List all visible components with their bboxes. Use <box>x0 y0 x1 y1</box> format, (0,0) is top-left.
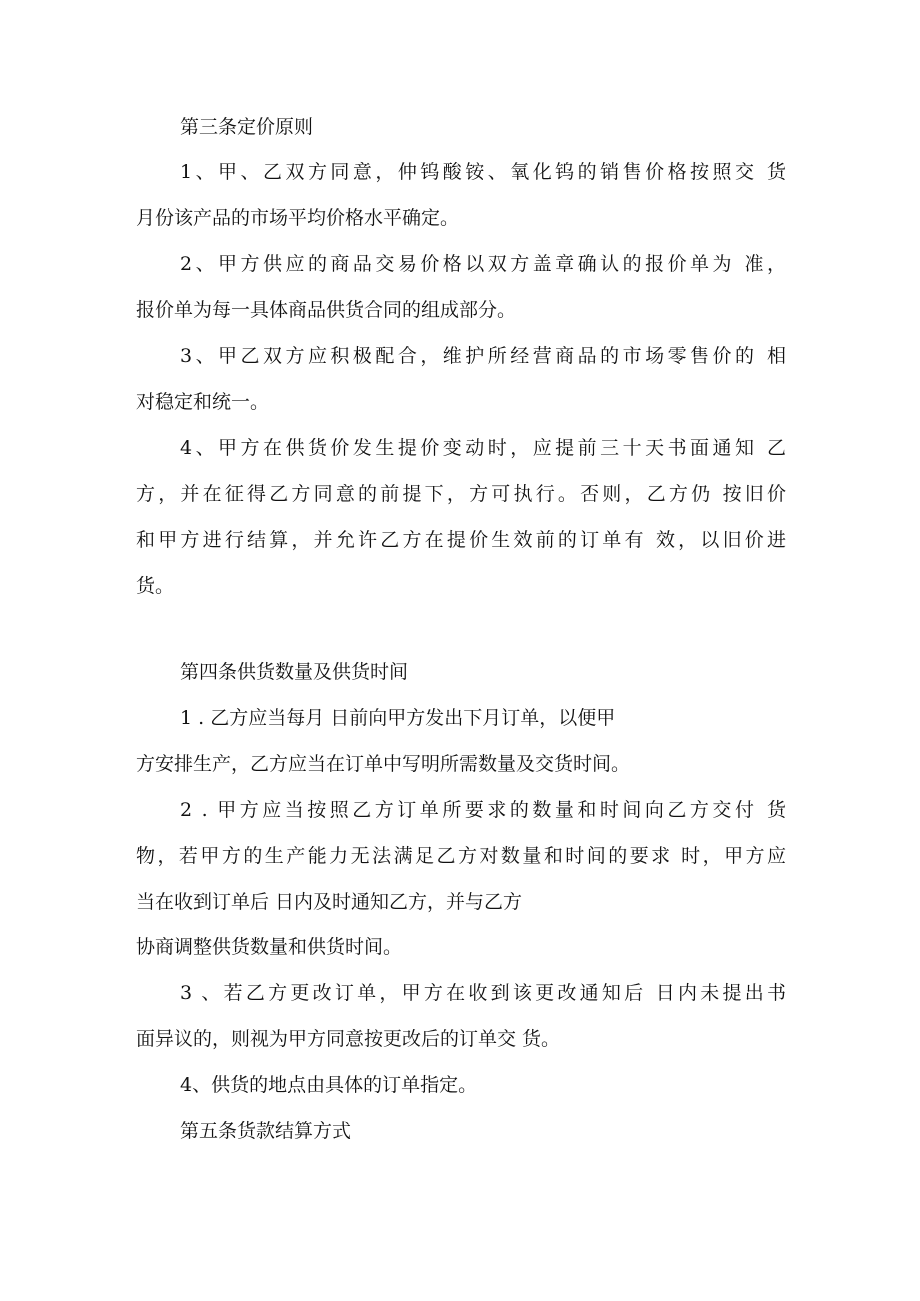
article-4-clause-2-line-2: 物，若甲方的生产能力无法满足乙方对数量和时间的要求 时，甲方应 <box>136 845 786 867</box>
article-5-heading: 第五条货款结算方式 <box>180 1120 352 1142</box>
article-3-heading: 第三条定价原则 <box>180 116 314 138</box>
article-3-clause-1-line-2: 月份该产品的市场平均价格水平确定。 <box>136 207 460 229</box>
article-4-clause-3-line-1: 3 、若乙方更改订单，甲方在收到该更改通知后 日内未提出书 <box>180 982 786 1004</box>
article-3-clause-2-line-2: 报价单为每一具体商品供货合同的组成部分。 <box>136 299 517 321</box>
article-4-clause-2-line-1: 2 . 甲方应当按照乙方订单所要求的数量和时间向乙方交付 货 <box>180 799 786 821</box>
article-4-clause-3-line-2: 面异议的，则视为甲方同意按更改后的订单交 货。 <box>136 1028 561 1050</box>
article-3-clause-4-line-1: 4、甲方在供货价发生提价变动时，应提前三十天书面通知 乙 <box>180 437 786 459</box>
article-3-clause-3-line-2: 对稳定和统一。 <box>136 391 270 413</box>
article-3-clause-3-line-1: 3、甲乙双方应积极配合，维护所经营商品的市场零售价的 相 <box>180 345 786 367</box>
article-4-clause-4-line-1: 4、供货的地点由具体的订单指定。 <box>180 1074 478 1096</box>
article-4-clause-1-line-1: 1 . 乙方应当每月 日前向甲方发出下月订单，以便甲 <box>180 707 616 729</box>
article-4-heading: 第四条供货数量及供货时间 <box>180 661 409 683</box>
article-3-clause-4-line-4: 货。 <box>136 575 175 597</box>
article-4-clause-2-line-3: 当在收到订单后 日内及时通知乙方，并与乙方 <box>136 891 523 913</box>
article-3-clause-4-line-2: 方，并在征得乙方同意的前提下，方可执行。否则，乙方仍 按旧价 <box>136 483 786 505</box>
article-3-clause-1-line-1: 1、甲、乙双方同意，仲钨酸铵、氧化钨的销售价格按照交 货 <box>180 161 786 183</box>
article-4-clause-1-line-2: 方安排生产，乙方应当在订单中写明所需数量及交货时间。 <box>136 753 631 775</box>
article-3-clause-2-line-1: 2、甲方供应的商品交易价格以双方盖章确认的报价单为 准， <box>180 253 786 275</box>
article-4-clause-2-line-4: 协商调整供货数量和供货时间。 <box>136 936 403 958</box>
article-3-clause-4-line-3: 和甲方进行结算，并允许乙方在提价生效前的订单有 效，以旧价进 <box>136 529 786 551</box>
